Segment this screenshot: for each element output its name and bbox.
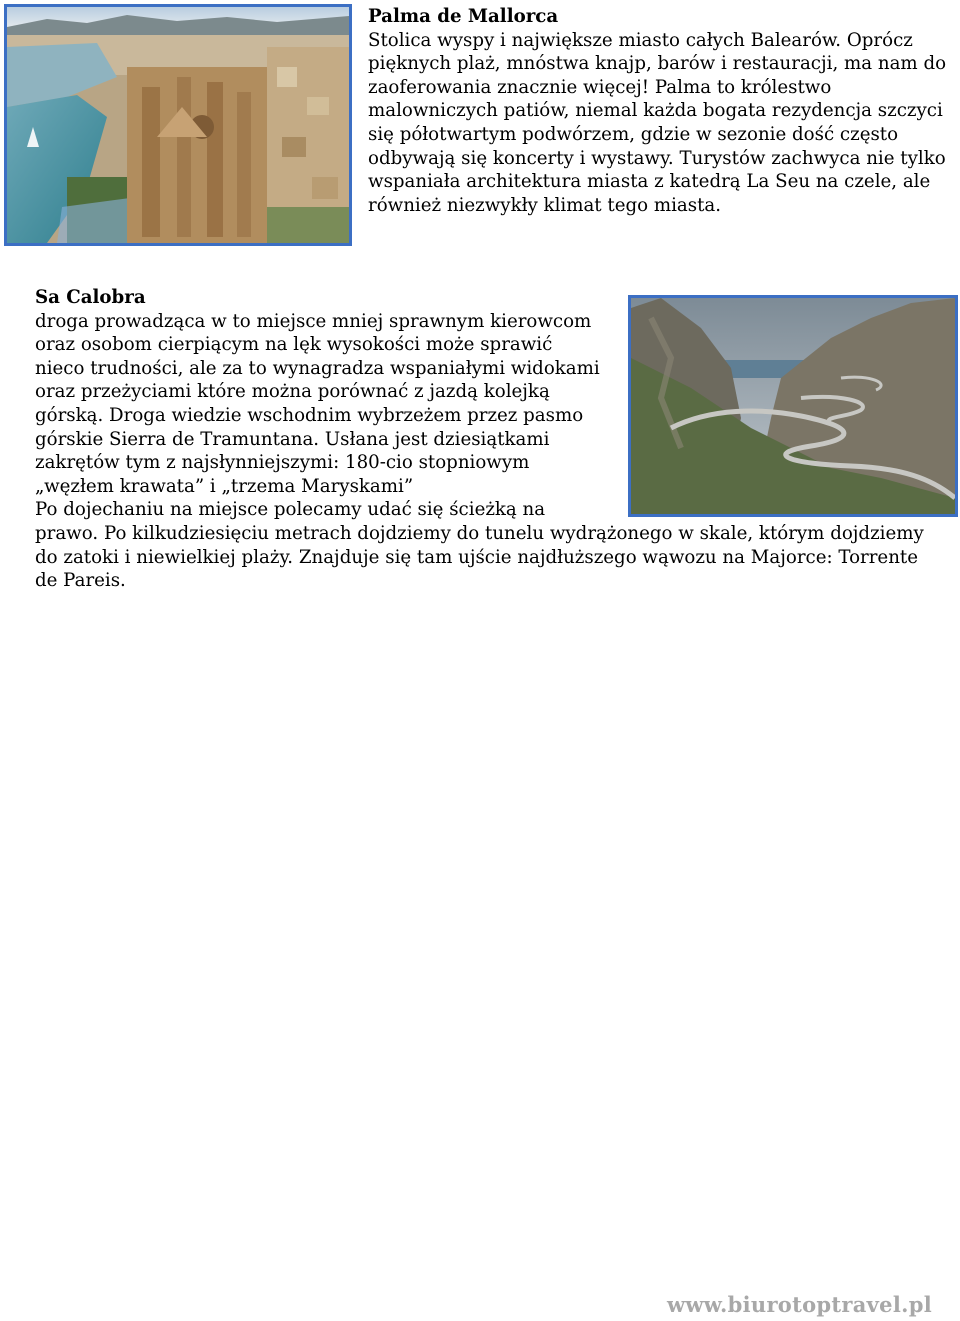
palma-cathedral-illustration	[7, 7, 349, 243]
footer-website: www.biurotoptravel.pl	[666, 1292, 932, 1317]
palma-description: Stolica wyspy i największe miasto całych Balearów. Oprócz pięknych plaż, mnóstwa knajp, barów i restauracji, ma nam do zaoferowania znacznie więcej! Palma to królestwo malowniczych patiów, niemal każda bogata rezydencja szczyci się półotwartym podwórzem, gdzie w sezonie dość często odbywają się koncerty i wystawy. Turystów zachwyca nie tylko wspaniała architektura miasta z katedrą La Seu na czele, ale również niezwykły klimat tego miasta.	[368, 29, 947, 216]
image-float-spacer	[607, 286, 935, 512]
sa-calobra-paragraph-2: Po dojechaniu na miejsce polecamy udać się ścieżką na prawo. Po kilkudziesięciu metrach dojdziemy do tunelu wydrążonego w skale, którym dojdziemy do zatoki i niewielkiej plaży. Znajduje się tam ujście najdłuższego wąwozu na Majorce: Torrente de Pareis.	[35, 499, 924, 592]
palma-title: Palma de Mallorca	[368, 6, 559, 27]
sa-calobra-paragraph-1: droga prowadząca w to miejsce mniej sprawnym kierowcom oraz osobom cierpiącym na lęk wysokości może sprawić nieco trudności, ale za to wynagradza wspaniałymi widokami oraz przeżyciami które można porównać z jazdą kolejką górską. Droga wiedzie wschodnim wybrzeżem przez pasmo górskie Sierra de Tramuntana. Usłana jest dziesiątkami zakrętów tym z najsłynniejszymi: 180-cio stopniowym „węzłem krawata” i „trzema Maryskami”	[35, 310, 600, 497]
palma-section-text	[368, 5, 953, 217]
sa-calobra-section-text	[35, 286, 935, 593]
palma-cathedral-photo	[4, 4, 352, 246]
sa-calobra-title: Sa Calobra	[35, 287, 146, 308]
